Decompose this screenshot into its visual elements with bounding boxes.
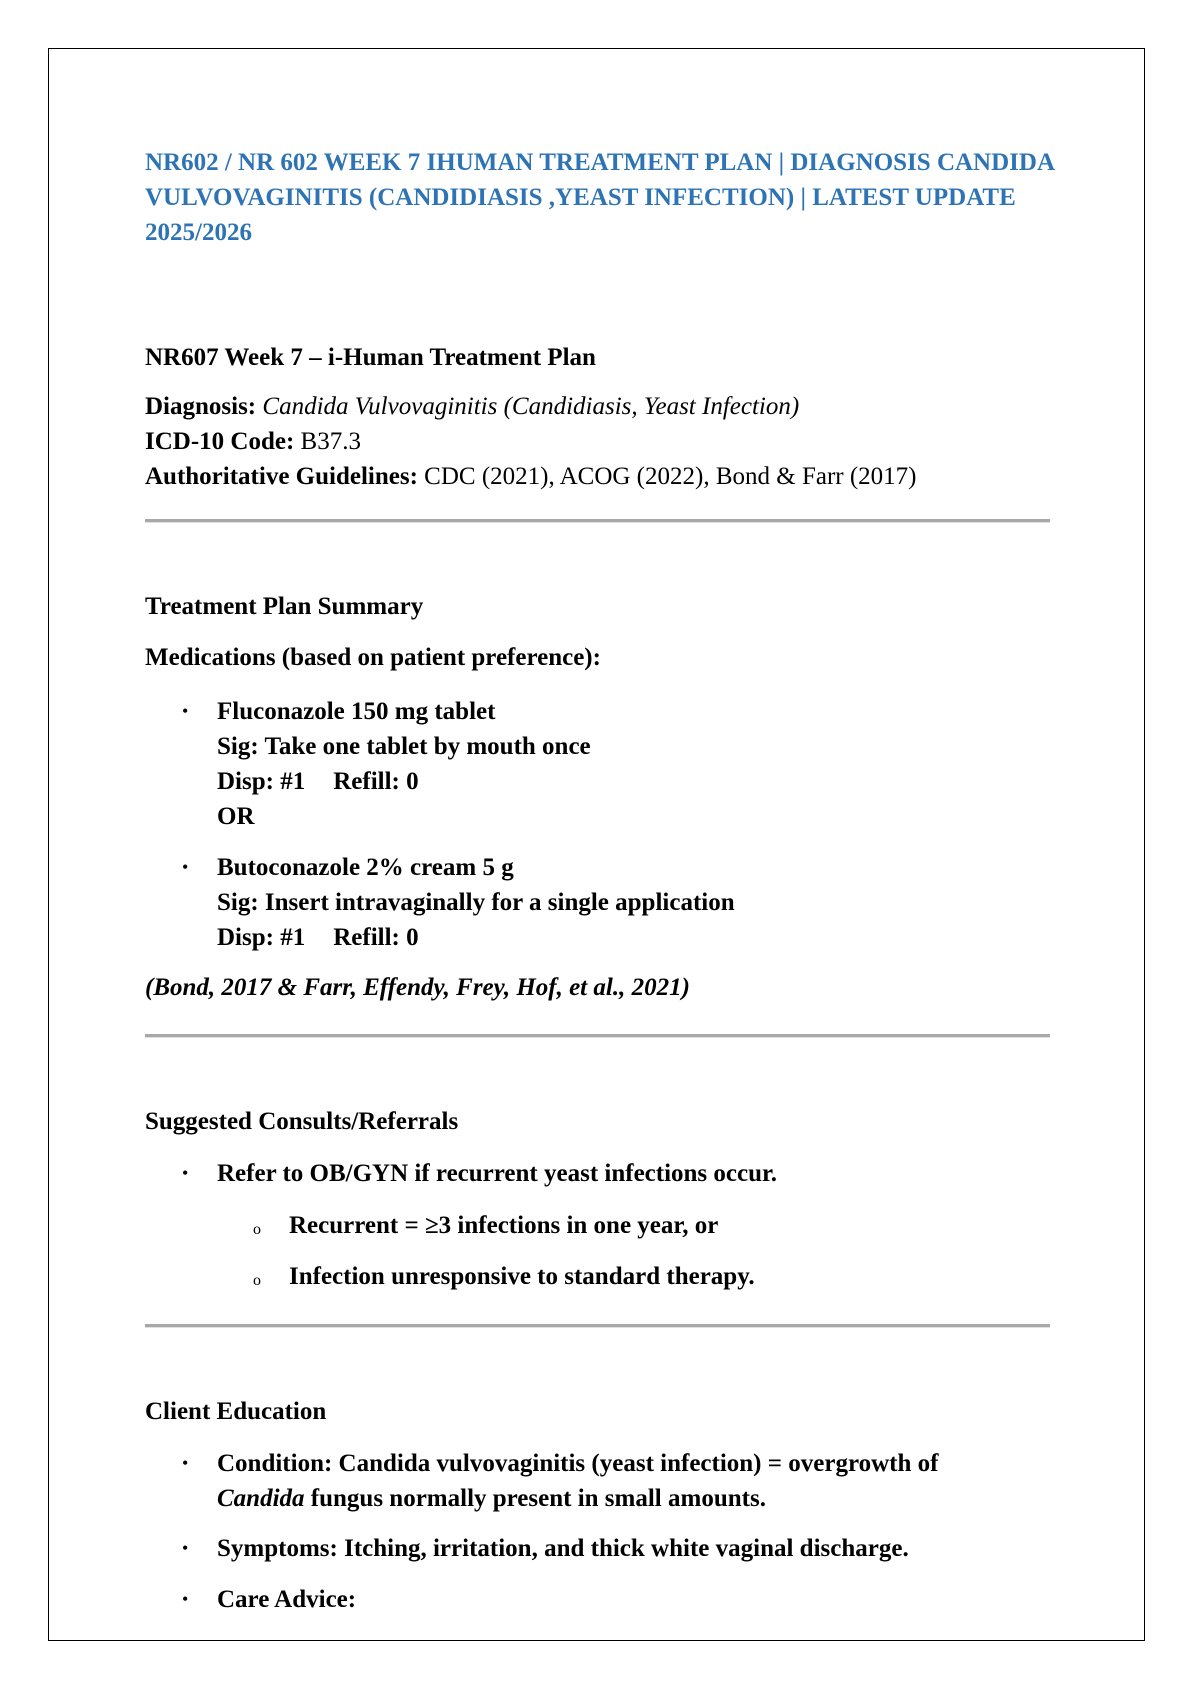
bullet-icon: • [182, 701, 189, 721]
document-title: NR602 / NR 602 WEEK 7 IHUMAN TREATMENT PLAN | DIAGNOSIS CANDIDA VULVOVAGINITIS (CANDIDIASIS ,YEAST INFECTION) | LATEST UPDATE 2025/2026 [145, 149, 1054, 246]
condition-line-1: Condition: Candida vulvovaginitis (yeast infection) = overgrowth of [217, 1450, 939, 1477]
list-item-text [217, 1446, 1057, 1516]
bullet-icon: • [182, 1163, 189, 1183]
bullet-icon: • [182, 857, 189, 877]
document-body [145, 145, 1055, 1613]
sub-list-item-text: Recurrent = ≥3 infections in one year, or [289, 1212, 719, 1239]
sub-bullet-icon: o [253, 1221, 261, 1238]
sub-bullet-icon: o [253, 1272, 261, 1289]
icd-label: ICD-10 Code: [145, 428, 295, 455]
medication-dispense [217, 764, 1057, 799]
diagnosis-label: Diagnosis: [145, 393, 257, 420]
bullet-icon: • [182, 1453, 189, 1473]
list-item-text: Refer to OB/GYN if recurrent yeast infections occur. [217, 1160, 778, 1187]
divider [145, 1034, 1050, 1038]
guidelines-line [145, 459, 1055, 494]
medication-details [217, 694, 1057, 834]
refill-value: Refill: 0 [333, 768, 419, 795]
diagnosis-value: Candida Vulvovaginitis (Candidiasis, Yeast Infection) [262, 393, 800, 420]
divider [145, 1324, 1050, 1328]
disp-value: Disp: #1 [217, 924, 306, 951]
diagnosis-line [145, 389, 1055, 424]
icd-value: B37.3 [300, 428, 361, 455]
medications-heading: Medications (based on patient preference): [145, 644, 601, 671]
disp-value: Disp: #1 [217, 768, 306, 795]
condition-line-2 [217, 1481, 1057, 1516]
sub-list-item-text: Infection unresponsive to standard therapy. [289, 1263, 755, 1290]
list-item-text: Care Advice: [217, 1586, 357, 1613]
treatment-heading: Treatment Plan Summary [145, 593, 424, 620]
condition-rest: fungus normally present in small amounts. [304, 1485, 766, 1512]
bullet-icon: • [182, 1589, 189, 1609]
citation: (Bond, 2017 & Farr, Effendy, Frey, Hof, et al., 2021) [145, 974, 690, 1001]
list-item-text: Symptoms: Itching, irritation, and thick white vaginal discharge. [217, 1535, 909, 1562]
candida-italic: Candida [217, 1485, 305, 1512]
medication-sig: Sig: Insert intravaginally for a single application [217, 889, 735, 916]
or-separator: OR [217, 803, 255, 830]
education-heading: Client Education [145, 1398, 327, 1425]
medication-name: Butoconazole 2% cream 5 g [217, 854, 514, 881]
bullet-icon: • [182, 1538, 189, 1558]
divider [145, 519, 1050, 523]
medication-details [217, 850, 1057, 955]
refill-value: Refill: 0 [333, 924, 419, 951]
medication-sig: Sig: Take one tablet by mouth once [217, 733, 591, 760]
medication-name: Fluconazole 150 mg tablet [217, 698, 496, 725]
guidelines-value: CDC (2021), ACOG (2022), Bond & Farr (2017) [424, 463, 917, 490]
medication-dispense [217, 920, 1057, 955]
guidelines-label: Authoritative Guidelines: [145, 463, 418, 490]
consults-heading: Suggested Consults/Referrals [145, 1108, 459, 1135]
plan-heading: NR607 Week 7 – i-Human Treatment Plan [145, 344, 596, 371]
icd-line [145, 424, 1055, 459]
